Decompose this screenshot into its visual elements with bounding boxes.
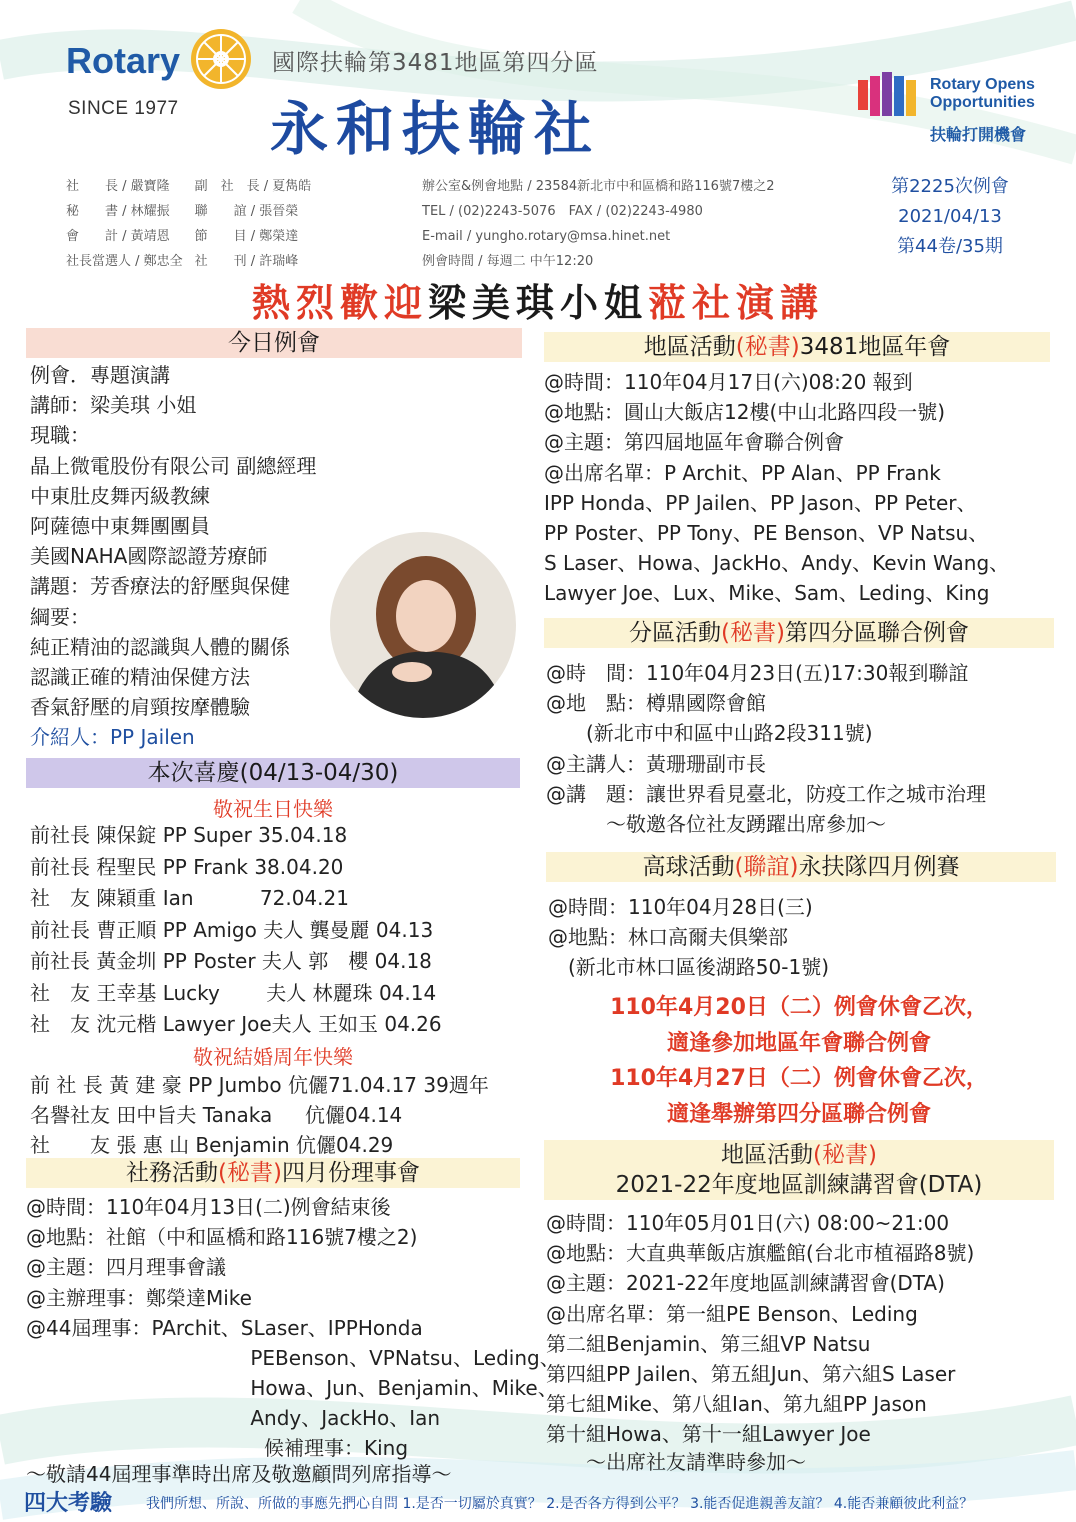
today-content: 例會．專題演講 講師：梁美琪 小姐 現職： 晶上微電股份有限公司 副總經理 中東肚皮舞丙級教練 阿薩德中東舞團團員 美國NAHA國際認證芳療師 講題：芳香療法的舒壓與保健 綱要： 純正精油的認識與人體的關係 認識正確的精油保健方法 香氣舒壓的肩頸按摩體驗 介紹人：PP Jailen <box>30 363 317 750</box>
rotary-wheel-icon <box>186 24 256 94</box>
contact-info: 辦公室&例會地點 / 23584新北市中和區橋和路116號7樓之2 TEL / (02)2243-5076 FAX / (02)2243-4980 E-mail / yungho.rotary@msa.hinet.net 例會時間 / 每週二 中午12:20 <box>422 179 775 269</box>
celebrate-section-title: 本次喜慶(04/13-04/30) <box>26 758 520 788</box>
list-item: 前社長 黃金圳 PP Poster 夫人 郭 櫻 04.18 <box>30 949 432 973</box>
speaker-portrait-image <box>330 532 516 718</box>
rotary-opens-cn: 扶輪打開機會 <box>930 125 1027 144</box>
district-line: 國際扶輪第3481地區第四分區 <box>272 50 599 76</box>
club-name: 永和扶輪社 <box>270 95 601 163</box>
anniversary-list <box>30 1070 489 1161</box>
since-year: SINCE 1977 <box>68 98 179 119</box>
rotary-opens-text: Rotary Opens Opportunities <box>930 76 1035 111</box>
list-item: 社 友 沈元楷 Lawyer Joe夫人 王如玉 04.26 <box>30 1012 442 1036</box>
board-content: @時間：110年04月13日(二)例會結束後 @地點：社館（中和區橋和路116號7樓之2) @主題：四月理事會議 @主辦理事：鄭榮達Mike @44屆理事：PArchit、SLaser、IPPHonda PEBenson、VPNatsu、Leding、 Howa、Jun、Benjamin、Mike、 Andy、JackHo、Ian 候補理事：King ～敬請44屆理事準時出席及敬邀顧問列席指導～ <box>26 1195 560 1486</box>
anniversary-subtitle: 敬祝結婚周年快樂 <box>193 1045 353 1069</box>
board-section-title: 社務活動(秘書)四月份理事會 <box>26 1158 520 1188</box>
zone-meeting-title: 分區活動(秘書)第四分區聯合例會 <box>544 618 1054 648</box>
today-section-title: 今日例會 <box>26 328 522 358</box>
meeting-suspension-notices: 110年4月20日（二）例會休會乙次， 適逢參加地區年會聯合例會 110年4月27日（二）例會休會乙次， 適逢舉辦第四分區聯合例會 <box>610 995 988 1127</box>
dta-section-title: 地區活動(秘書) 2021-22年度地區訓練講習會(DTA) <box>544 1140 1054 1200</box>
rotary-logo-word: Rotary <box>66 40 181 81</box>
list-item: 前 社 長 黃 建 豪 PP Jumbo 伉儷71.04.17 39週年 <box>30 1073 489 1097</box>
district-conference-content: @時間：110年04月17日(六)08:20 報到 @地點：圓山大飯店12樓(中山北路四段一號) @主題：第四屆地區年會聯合例會 @出席名單：P Archit、PP Alan、PP Frank IPP Honda、PP Jailen、PP Jason、PP Peter、 PP Poster、PP Tony、PE Benson、VP Natsu、 S Laser、Howa、JackHo、Andy、Kevin Wang、 Lawyer Joe、Lux、Mike、Sam、Leding、King <box>544 370 1010 606</box>
issue-info: 第2225次例會 2021/04/13 第44卷/35期 <box>891 176 1009 257</box>
birthday-list <box>30 820 442 1041</box>
rotary-opens-opportunities-logo-icon <box>858 72 924 120</box>
list-item: 前社長 程聖民 PP Frank 38.04.20 <box>30 854 344 879</box>
four-way-test-title: 四大考驗 <box>24 1491 113 1516</box>
dta-content: @時間：110年05月01日(六) 08:00~21:00 @地點：大直典華飯店旗艦館(台北市植福路8號) @主題：2021-22年度地區訓練講習會(DTA) @出席名單：第一組PE Benson、Leding 第二組Benjamin、第三組VP Natsu 第四組PP Jailen、第五組Jun、第六組S Laser 第七組Mike、第八組Ian、第九組PP Jason 第十組Howa、第十一組Lawyer Joe ～出席社友請準時參加～ <box>546 1211 975 1474</box>
golf-activity-title: 高球活動(聯誼)永扶隊四月例賽 <box>546 852 1056 882</box>
list-item: 社 友 張 惠 山 Benjamin 伉儷04.29 <box>30 1133 394 1158</box>
officers-table: 社 長 / 嚴寶隆 副 社 長 / 夏雋皓 秘 書 / 林耀振 聯 誼 / 張晉榮 會 計 / 黃靖恩 節 目 / 鄭榮達 社長當選人 / 鄭忠全 社 刊 / 許瑞峰 <box>66 179 312 269</box>
golf-activity-content: @時間：110年04月28日(三) @地點：林口高爾夫俱樂部 (新北市林口區後湖路50-1號) <box>548 895 829 980</box>
list-item: 前社長 陳保錠 PP Super 35.04.18 <box>30 823 348 847</box>
headline: 熱烈歡迎梁美琪小姐蒞社演講 <box>251 281 825 325</box>
birthday-subtitle: 敬祝生日快樂 <box>213 797 333 821</box>
list-item: 社 友 王幸基 Lucky 夫人 林麗珠 04.14 <box>30 980 437 1005</box>
district-conference-title: 地區活動(秘書)3481地區年會 <box>544 332 1050 362</box>
list-item: 前社長 曹正順 PP Amigo 夫人 龔曼麗 04.13 <box>30 917 434 942</box>
zone-meeting-content: @時 間：110年04月23日(五)17:30報到聯誼 @地 點：樽鼎國際會館 (新北市中和區中山路2段311號) @主講人：黃珊珊副市長 @講 題：讓世界看見臺北，防疫工作之城市治理 ～敬邀各位社友踴躍出席參加～ <box>546 661 986 837</box>
speaker-photo <box>330 532 516 718</box>
four-way-test-text: 我們所想、所說、所做的事應先捫心自問 1.是否一切屬於真實？ 2.是否各方得到公平？ 3.能否促進親善友誼？ 4.能否兼顧彼此利益？ <box>146 1496 974 1512</box>
list-item: 社 友 陳穎重 Ian 72.04.21 <box>30 886 349 910</box>
list-item: 名譽社友 田中旨夫 Tanaka 伉儷04.14 <box>30 1103 403 1128</box>
